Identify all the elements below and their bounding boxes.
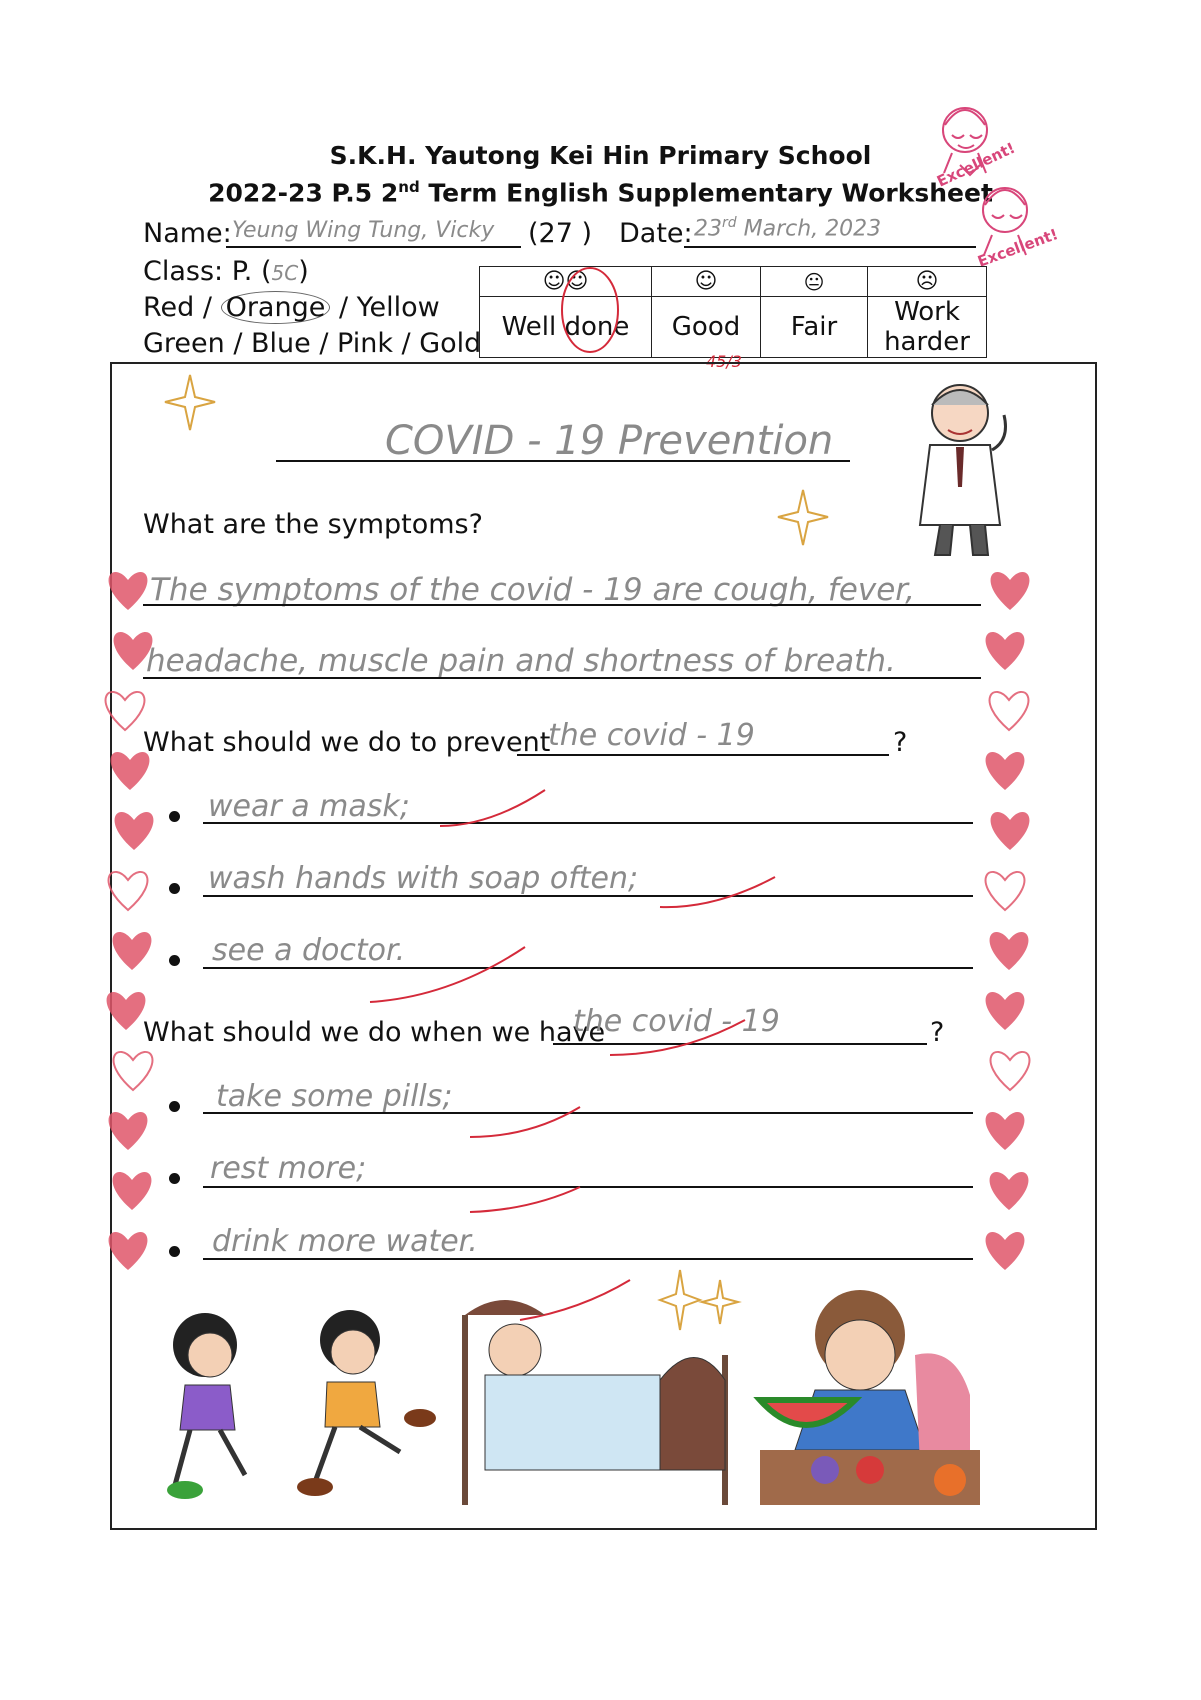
stamp-text-1: Excellent!	[934, 138, 1018, 191]
question-have: What should we do when we have	[143, 1017, 606, 1048]
worksheet-topic: COVID - 19 Prevention	[385, 418, 834, 464]
question-mark: ?	[893, 727, 908, 758]
rating-well-done[interactable]: Well done	[480, 297, 652, 358]
face-good: ☺	[652, 267, 761, 297]
boy-eating-fruit-illustration	[755, 1285, 985, 1510]
teacher-mark: 45/3	[706, 352, 742, 371]
rating-good[interactable]: Good	[652, 297, 761, 358]
class-value: 5C	[271, 261, 299, 285]
date-label: Date:	[619, 218, 693, 249]
question-mark: ?	[930, 1017, 945, 1048]
prevent-answer-3[interactable]: see a doctor.	[212, 933, 406, 968]
name-value[interactable]: Yeung Wing Tung, Vicky	[232, 218, 495, 243]
rating-fair[interactable]: Fair	[761, 297, 868, 358]
have-fill[interactable]: the covid - 19	[573, 1004, 780, 1039]
prevent-fill[interactable]: the covid - 19	[548, 718, 755, 753]
house-options-row2: Green / Blue / Pink / Gold	[143, 328, 482, 359]
answer-symptoms-line1[interactable]: The symptoms of the covid - 19 are cough, fever,	[150, 572, 916, 608]
have-answer-3[interactable]: drink more water.	[212, 1224, 478, 1259]
question-symptoms: What are the symptoms?	[143, 509, 483, 540]
answer-symptoms-line2[interactable]: headache, muscle pain and shortness of breath.	[146, 643, 896, 679]
sick-in-bed-illustration	[445, 1285, 745, 1510]
face-well-done: ☺☺	[480, 267, 652, 297]
prevent-answer-1[interactable]: wear a mask;	[208, 789, 410, 824]
face-work-harder: ☹	[868, 267, 987, 297]
face-fair: 😐	[761, 267, 868, 297]
school-name: S.K.H. Yautong Kei Hin Primary School	[329, 141, 872, 170]
stamp-text-2: Excellent!	[975, 225, 1061, 271]
class-field: Class: P. (5C)	[143, 256, 309, 287]
name-label: Name:	[143, 218, 232, 249]
prevent-answer-2[interactable]: wash hands with soap often;	[208, 861, 639, 896]
house-options-row1: Red / Orange / Yellow	[143, 292, 440, 323]
date-value[interactable]: 23rd March, 2023	[694, 215, 882, 242]
worksheet-title: 2022-23 P.5 2nd Term English Supplementary Worksheet	[208, 178, 993, 208]
house-selected[interactable]: Orange	[221, 291, 331, 324]
question-prevent: What should we do to prevent	[143, 727, 551, 758]
children-running-illustration	[155, 1290, 445, 1510]
have-answer-1[interactable]: take some pills;	[216, 1079, 453, 1114]
have-answer-2[interactable]: rest more;	[210, 1151, 367, 1186]
rating-work-harder[interactable]: Work harder	[868, 297, 987, 358]
class-number[interactable]: (27 )	[528, 218, 593, 249]
